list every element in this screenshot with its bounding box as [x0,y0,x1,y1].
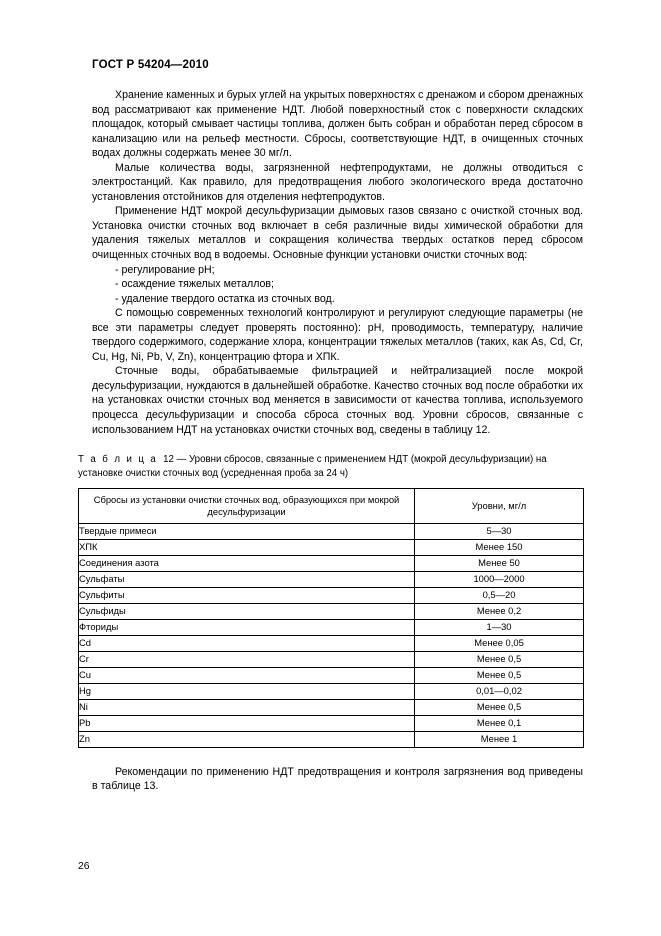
column-header-parameter: Сбросы из установки очистки сточных вод, образующихся при мокрой десульфуризации [79,488,415,523]
table-row [79,635,584,651]
cell-level: 1000—2000 [415,571,584,587]
cell-parameter: Сульфиды [79,603,415,619]
cell-parameter: Zn [79,731,415,747]
list-item: - регулирование pH; [115,263,215,276]
page-content [78,0,583,794]
cell-parameter: Сульфиты [79,587,415,603]
cell-parameter: Cd [79,635,415,651]
paragraph: Малые количества воды, загрязненной нефтепродуктами, не должны отводиться с электростанций. Как правило, для предотвращения любого экологического вреда достаточно установления отстойников для отделения нефтепродуктов. [92,161,583,203]
cell-level: Менее 0,5 [415,667,584,683]
cell-level: Менее 1 [415,731,584,747]
table-row [79,731,584,747]
cell-level: 1—30 [415,619,584,635]
cell-parameter: Ni [79,699,415,715]
cell-parameter: Твердые примеси [79,523,415,539]
cell-parameter: Сульфаты [79,571,415,587]
list-item: - удаление твердого остатка из сточных вод. [115,292,335,305]
table-row [79,523,584,539]
table-header-row [79,488,584,523]
cell-parameter: Cr [79,651,415,667]
cell-parameter: Hg [79,683,415,699]
cell-parameter: Cu [79,667,415,683]
table-row [79,699,584,715]
cell-level: Менее 0,5 [415,699,584,715]
table-row [79,619,584,635]
cell-parameter: Фториды [79,619,415,635]
table-row [79,587,584,603]
standard-header: ГОСТ Р 54204—2010 [92,59,209,71]
page-number: 26 [78,861,90,872]
table-row [79,603,584,619]
table-row [79,651,584,667]
cell-level: Менее 50 [415,555,584,571]
table-row [79,715,584,731]
paragraph: Рекомендации по применению НДТ предотвращения и контроля загрязнения вод приведены в таблице 13. [92,765,583,793]
table-body [79,488,584,747]
cell-parameter: Соединения азота [79,555,415,571]
table-row [79,667,584,683]
cell-level: Менее 0,05 [415,635,584,651]
table-row [79,539,584,555]
list-item: - осаждение тяжелых металлов; [115,278,274,291]
emissions-table [78,488,584,748]
table-row [79,555,584,571]
body-text [92,88,583,437]
cell-parameter: ХПК [79,539,415,555]
paragraph: Применение НДТ мокрой десульфуризации дымовых газов связано с очисткой сточных вод. Установка очистки сточных вод включает в себя различные виды химической обработки для удаления тяжелых металлов и сокращения количества твердых остатков перед сбросом очищенных сточных вод в водоемы. Основные функции установки очистки сточных вод: [92,205,583,262]
table-row [79,571,584,587]
table-caption-label: Т а б л и ц а [78,454,158,466]
closing-paragraph [92,765,583,794]
cell-level: Менее 0,2 [415,603,584,619]
cell-level: 0,01—0,02 [415,683,584,699]
cell-level: Менее 0,5 [415,651,584,667]
table-row [79,683,584,699]
table-caption [78,453,583,480]
table-caption-number: 12 [163,454,174,466]
cell-parameter: Pb [79,715,415,731]
paragraph: Сточные воды, обрабатываемые фильтрацией и нейтрализацией после мокрой десульфуризации, нуждаются в дальнейшей обработке. Качество сточных вод после обработки их на установках очистки сточных вод меняется в зависимости от качества топлива, используемого процесса десульфуризации и способа сброса сточных вод. Уровни сбросов, связанные с использованием НДТ на установках очистки сточных вод, сведены в таблицу 12. [92,365,583,436]
paragraph: Хранение каменных и бурых углей на укрытых поверхностях с дренажом и сбором дренажных вод рассматривают как применение НДТ. Любой поверхностный сток с поверхности складских площадок, который смывает частицы топлива, должен быть собран и обработан перед сбросом в канализацию или на рельеф местности. Сбросы, соответствующие НДТ, в очищенных сточных водах должны содержать менее 30 мг/л. [92,89,583,160]
paragraph: С помощью современных технологий контролируют и регулируют следующие параметры (не все эти параметры следует проверять постоянно): pH, проводимость, температуру, наличие твердого содержимого, содержание хлора, концентрации тяжелых металлов (таких, как As, Cd, Cr, Cu, Hg, Ni, Pb, V, Zn), концентрацию фтора и ХПК. [92,307,583,363]
table-caption-text: — Уровни сбросов, связанные с применением НДТ (мокрой десульфуризации) на установке очистки сточных вод (усредненная проба за 24 ч) [78,454,547,479]
column-header-level: Уровни, мг/л [415,488,584,523]
cell-level: 0,5—20 [415,587,584,603]
cell-level: Менее 150 [415,539,584,555]
cell-level: Менее 0,1 [415,715,584,731]
cell-level: 5—30 [415,523,584,539]
